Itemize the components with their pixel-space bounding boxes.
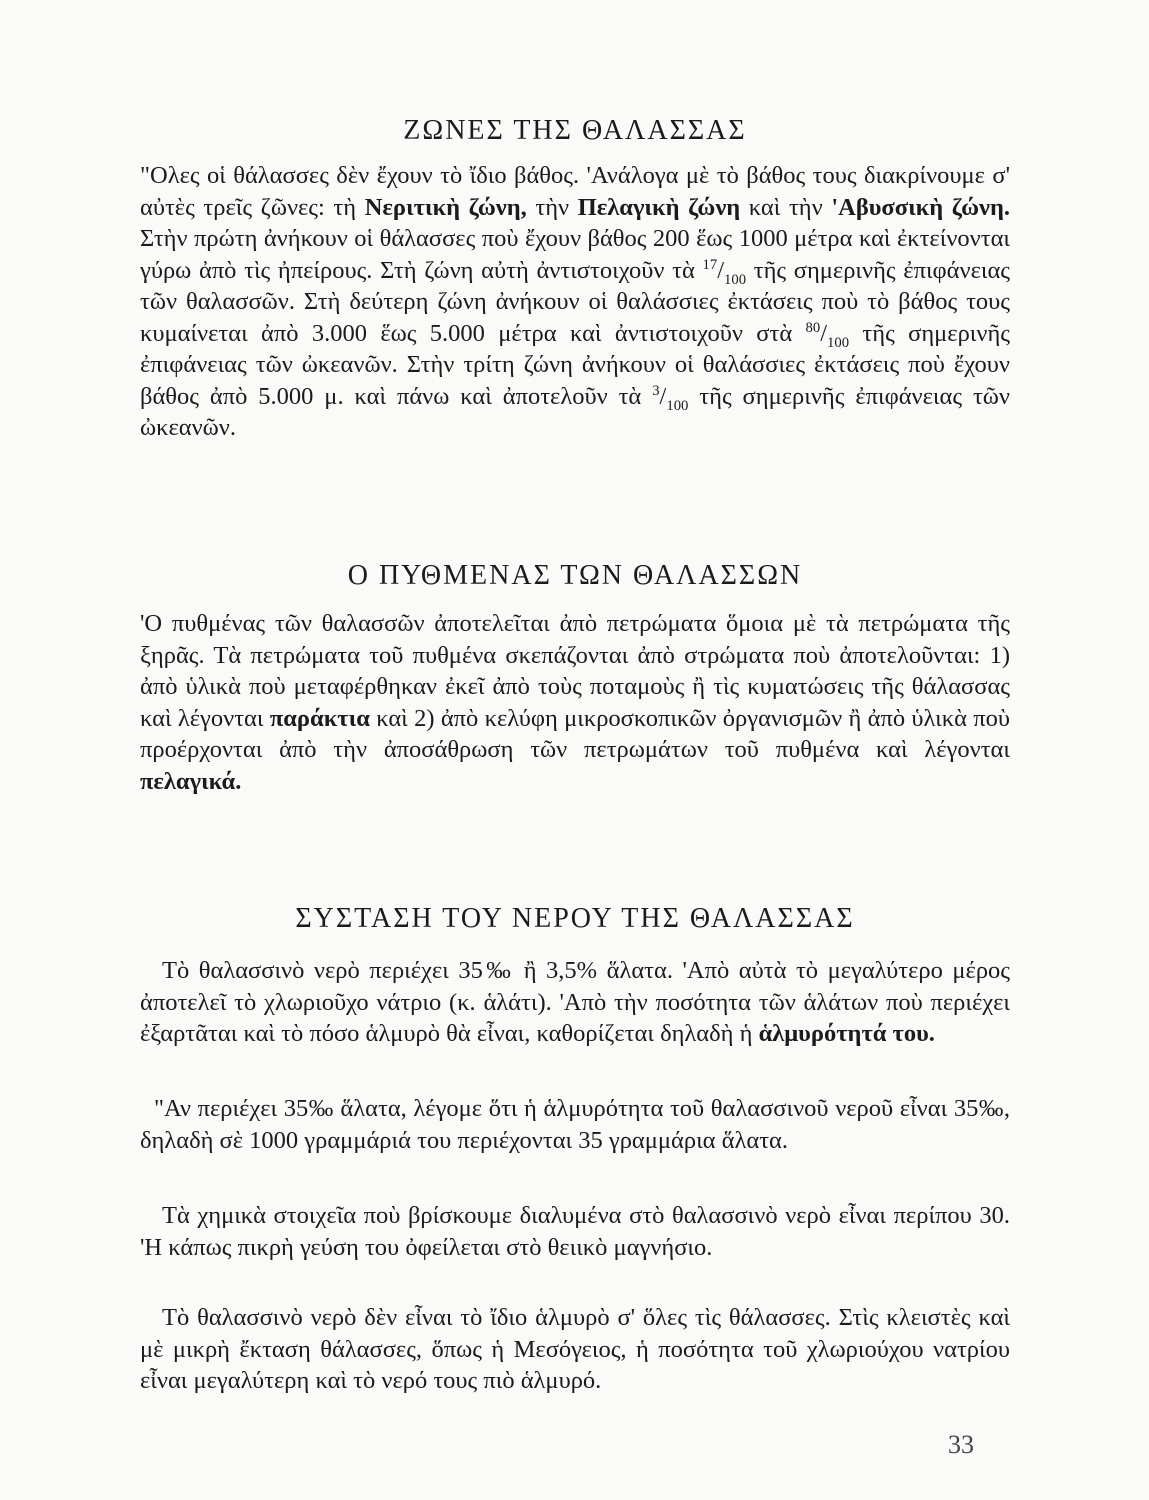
section-title-seabed: Ο ΠΥΘΜΕΝΑΣ ΤΩΝ ΘΑΛΑΣΣΩΝ [347, 560, 803, 591]
paragraph-composition-1: Τὸ θαλασσινὸ νερὸ περιέχει 35‰ ἢ 3,5% ἅλατα. 'Απὸ αὐτὰ τὸ μεγαλύτερο μέρος ἀποτελεῖ τὸ χλωριοῦχο νάτριο (κ. ἁλάτι). 'Απὸ τὴν ποσότητα τῶν ἁλάτων ποὺ περιέχει ἐξαρτᾶται καὶ τὸ πόσο ἁλμυρὸ θὰ εἶναι, καθορίζεται δηλαδὴ ἡ ἁλμυρότητά του. [140, 957, 1010, 1047]
paragraph-seabed: 'Ο πυθμένας τῶν θαλασσῶν ἀποτελεῖται ἀπὸ πετρώματα ὅμοια μὲ τὰ πετρώματα τῆς ξηρᾶς. Τὰ πετρώματα τοῦ πυθμένα σκεπάζονται ἀπὸ στρώματα ποὺ ἀποτελοῦνται: 1) ἀπὸ ὑλικὰ ποὺ μεταφέρθηκαν ἐκεῖ ἀπὸ τοὺς ποταμοὺς ἢ τὶς κυματώσεις τῆς θάλασσας καὶ λέγονται παράκτια καὶ 2) ἀπὸ κελύφη μικροσκοπικῶν ὀργανισμῶν ἢ ἀπὸ ὑλικὰ ποὺ προέρχονται ἀπὸ τὴν ἀποσάθρωση τῶν πετρωμάτων τοῦ πυθμένα καὶ λέγονται πελαγικά. [140, 610, 1010, 795]
paragraph-composition-2: "Αν περιέχει 35‰ ἅλατα, λέγομε ὅτι ἡ ἁλμυρότητα τοῦ θαλασσινοῦ νεροῦ εἶναι 35‰, δηλαδὴ σὲ 1000 γραμμάριά του περιέχονται 35 γραμμάρια ἅλατα. [140, 1095, 1010, 1154]
page-number: 33 [948, 1430, 974, 1459]
section-title-composition: ΣΥΣΤΑΣΗ ΤΟΥ ΝΕΡΟΥ ΤΗΣ ΘΑΛΑΣΣΑΣ [295, 903, 855, 934]
paragraph-composition-3: Τὰ χημικὰ στοιχεῖα ποὺ βρίσκουμε διαλυμένα στὸ θαλασσινὸ νερὸ εἶναι περίπου 30. 'Η κάπως πικρὴ γεύση του ὀφείλεται στὸ θειικὸ μαγνήσιο. [140, 1202, 1010, 1261]
section-title-zones: ΖΩΝΕΣ ΤΗΣ ΘΑΛΑΣΣΑΣ [403, 115, 747, 146]
paragraph-composition-4: Τὸ θαλασσινὸ νερὸ δὲν εἶναι τὸ ἴδιο ἁλμυρὸ σ' ὅλες τὶς θάλασσες. Στὶς κλειστὲς καὶ μὲ μικρὴ ἔκταση θάλασσες, ὅπως ἡ Μεσόγειος, ἡ ποσότητα τοῦ χλωριούχου νατρίου εἶναι μεγαλύτερη καὶ τὸ νερό τους πιὸ ἁλμυρό. [140, 1304, 1010, 1394]
paragraph-zones: "Ολες οἱ θάλασσες δὲν ἔχουν τὸ ἴδιο βάθος. 'Ανάλογα μὲ τὸ βάθος τους διακρίνουμε σ' αὐτὲς τρεῖς ζῶνες: τὴ Νεριτικὴ ζώνη, τὴν Πελαγικὴ ζώνη καὶ τὴν 'Αβυσσικὴ ζώνη. Στὴν πρώτη ἀνήκουν οἱ θάλασσες ποὺ ἔχουν βάθος 200 ἕως 1000 μέτρα καὶ ἐκτείνονται γύρω ἀπὸ τὶς ἠπείρους. Στὴ ζώνη αὐτὴ ἀντιστοιχοῦν τὰ $^{17}/_{100}$ τῆς σημερινῆς ἐπιφάνειας τῶν θαλασσῶν. Στὴ δεύτερη ζώνη ἀνήκουν οἱ θαλάσσιες ἐκτάσεις ποὺ τὸ βάθος τους κυμαίνεται ἀπὸ 3.000 ἕως 5.000 μέτρα καὶ ἀντιστοιχοῦν στὰ $^{80}/_{100}$ τῆς σημερινῆς ἐπιφάνειας τῶν ὠκεανῶν. Στὴν τρίτη ζώνη ἀνήκουν οἱ θαλάσσιες ἐκτάσεις ποὺ ἔχουν βάθος ἀπὸ 5.000 μ. καὶ πάνω καὶ ἀποτελοῦν τὰ $^3/_{100}$ τῆς σημερινῆς ἐπιφάνειας τῶν ὠκεανῶν. [140, 162, 1011, 441]
